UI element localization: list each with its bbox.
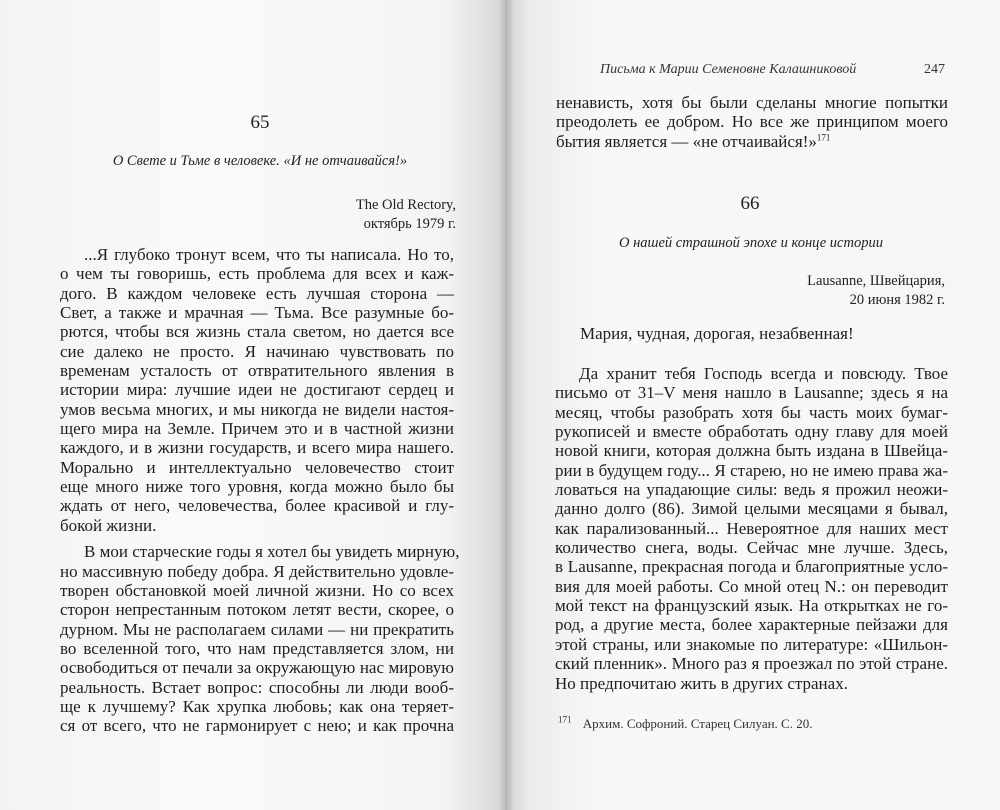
text-line: род, а другие места, более характерные пейзажи для <box>555 615 948 635</box>
text-line: истории мира: лучшие идеи не достигают сердец и <box>60 380 454 400</box>
text-line: письмо от 31–V меня нашло в Lausanne; здесь я на <box>555 383 948 403</box>
text-line: месяц, чтобы разобрать хотя бы часть моих бумаг- <box>555 402 948 422</box>
dateline-right <box>700 272 945 310</box>
text-line: вия для моей работы. Со мной отец N.: он переводит <box>555 576 948 596</box>
page-number: 247 <box>924 62 945 77</box>
text-line: дого. В каждом человеке есть лучшая сторона — <box>60 283 454 303</box>
paragraph-2 <box>60 542 460 736</box>
footnote-number: 171 <box>558 714 572 725</box>
text-line: ский пленник». Много раз я проезжал по этой стране. <box>555 654 948 674</box>
text-line: Но предпочитаю жить в других странах. <box>555 673 848 693</box>
text-line: рются, чтобы вся жизнь стала светом, но дается все <box>60 322 454 342</box>
text-line: как парализованный... Невероятное для наших мест <box>555 518 948 538</box>
text-line-content: бытия является — «не отчаивайся!» <box>556 131 817 151</box>
running-head-title: Письма к Марии Семеновне Калашниковой <box>600 62 857 77</box>
footnote <box>558 716 812 732</box>
text-line: количество снега, воды. Сейчас мне лучше. Здесь, <box>555 538 948 558</box>
right-continuation-text <box>556 93 948 151</box>
text-line: временам усталость от отвратительного явления в <box>60 361 454 381</box>
dateline-place: The Old Rectory, <box>355 197 456 213</box>
book-gutter <box>498 0 514 810</box>
text-line: реальность. Встает вопрос: способны ли люди вооб- <box>60 677 454 697</box>
text-line: освободиться от печали за окружающую нас мировую <box>60 658 454 678</box>
text-line: преодолеть ее добром. Но все же принципом моего <box>556 112 948 132</box>
text-line: сие далеко не просто. Я начинаю чувствовать по <box>60 341 454 361</box>
letter-number-66: 66 <box>740 193 760 214</box>
left-body-text <box>60 245 460 736</box>
letter-number-65: 65 <box>250 112 270 133</box>
text-line: мой текст на французский язык. На открытках не го- <box>555 596 948 616</box>
text-line: умов весьма многих, и мы никогда не видели настоя- <box>60 399 454 419</box>
text-line: ...Я глубоко тронут всем, что ты написала. Но то, <box>84 245 454 264</box>
text-line: ще к лучшему? Как хрупка любовь; как она теряет- <box>60 696 454 716</box>
paragraph-1 <box>60 245 454 535</box>
footnote-ref: 171 <box>816 132 831 143</box>
text-line <box>556 132 948 151</box>
text-line: ждать от него, человечества, более красивой и глу- <box>60 496 454 516</box>
right-body-text <box>555 364 948 693</box>
text-line: каждого, и в жизни государств, и всего мира нашего. <box>60 438 454 458</box>
text-line: ловаться на упадающие силы: ведь я прожил неожи- <box>555 480 948 500</box>
dateline-place: Lausanne, Швейцария, <box>807 273 945 289</box>
text-line: ненависть, хотя бы были сделаны многие попытки <box>556 93 948 112</box>
text-line: дурном. Мы не располагаем силами — ни прекратить <box>60 619 454 639</box>
text-line: этой страны, или знакомые по литературе: «Шильон- <box>555 634 948 654</box>
text-line: Свет, а также и мрачная — Тьма. Все разумные бо- <box>60 303 454 323</box>
text-line: щего мира на Земле. Причем это и в частной жизни <box>60 419 454 439</box>
text-line: новой книги, которая должна быть издана в Швейца- <box>555 441 948 461</box>
text-line: рии в будущем году... Я старею, но не имею права жа- <box>555 460 948 480</box>
dateline-date: октябрь 1979 г. <box>363 216 456 232</box>
text-line: бокой жизни. <box>60 515 157 535</box>
salutation: Мария, чудная, дорогая, незабвенная! <box>580 324 854 343</box>
text-line: В мои старческие годы я хотел бы увидеть мирную, <box>84 542 460 562</box>
text-line: ся от всего, что не гармонирует с нею; и как прочна <box>60 716 454 736</box>
text-line: рукописей и вместе обработать одну главу для моей <box>555 422 948 442</box>
text-line: во вселенной того, что нам представляется злом, ни <box>60 638 454 658</box>
text-line: сторон непрестанным потоком летят вести, скорее, о <box>60 600 454 620</box>
letter-subtitle-right: О нашей страшной эпохе и конце истории <box>619 235 883 251</box>
text-line: в Lausanne, прекрасная погода и благоприятные усло- <box>555 557 948 577</box>
text-line: но массивную победу добра. Я действительно удовле- <box>60 561 454 581</box>
text-line: о чем ты говоришь, есть проблема для всех и каж- <box>60 264 454 284</box>
letter-subtitle-left: О Свете и Тьме в человеке. «И не отчаивайся!» <box>112 153 408 169</box>
dateline-left <box>260 196 456 234</box>
text-line: творен обстановкой моей личной жизни. Но со всех <box>60 580 454 600</box>
text-line: Морально и интеллектуально человечество стоит <box>60 457 454 477</box>
text-line: Да хранит тебя Господь всегда и повсюду. Твое <box>579 364 948 383</box>
footnote-text: Архим. Софроний. Старец Силуан. С. 20. <box>582 716 813 731</box>
text-line: еще много ниже того уровня, когда можно было бы <box>60 477 454 497</box>
dateline-date: 20 июня 1982 г. <box>849 292 945 308</box>
text-line: данно долго (86). Зимой целыми месяцами я бывал, <box>555 499 948 519</box>
